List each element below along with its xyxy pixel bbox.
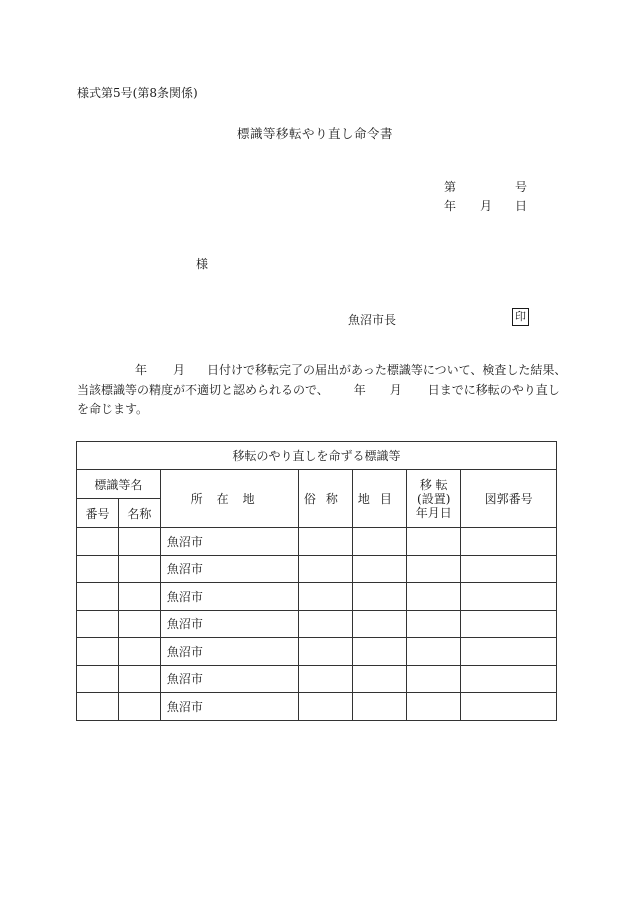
seal-mark: 印 [512,308,529,326]
table-caption: 移転のやり直しを命ずる標識等 [77,442,557,470]
location-cell: 魚沼市 [160,693,299,721]
table-row [77,583,557,611]
date-year: 年 [444,199,457,213]
table-row [77,693,557,721]
body-line-2: 当該標識等の精度が不適切と認められるので、 年 月 日までに移転のやり直し [77,382,560,397]
date-month: 月 [480,199,493,213]
location-cell: 魚沼市 [160,665,299,693]
addressee-suffix: 様 [196,257,209,271]
location-cell: 魚沼市 [160,555,299,583]
issuer-name: 魚沼市長 [348,313,397,327]
number-suffix: 号 [515,180,528,194]
table-row [77,555,557,583]
header-sign-name: 標識等名 [77,470,161,499]
location-cell: 魚沼市 [160,638,299,666]
order-body-text [77,361,567,420]
header-land-category: 地目 [353,470,407,528]
location-cell: 魚沼市 [160,528,299,556]
table-row [77,528,557,556]
header-common-name: 俗称 [299,470,353,528]
table-row [77,638,557,666]
header-location: 所在地 [160,470,299,528]
body-line-1: 年 月 日付けで移転完了の届出があった標識等について、検査した結果、 [135,363,567,377]
document-title: 標識等移転やり直し命令書 [236,126,393,141]
location-cell: 魚沼市 [160,583,299,611]
date-day: 日 [515,199,528,213]
header-name: 名称 [118,499,160,528]
table-row [77,665,557,693]
body-line-3: を命じます。 [77,402,149,416]
header-number: 番号 [77,499,119,528]
header-map-number: 図郭番号 [461,470,557,528]
signs-table [76,441,557,721]
location-cell: 魚沼市 [160,610,299,638]
form-label: 様式第5号(第8条関係) [77,86,198,100]
header-moved-date: 移 転 (設置) 年月日 [407,470,461,528]
number-prefix: 第 [444,180,457,194]
table-row [77,610,557,638]
